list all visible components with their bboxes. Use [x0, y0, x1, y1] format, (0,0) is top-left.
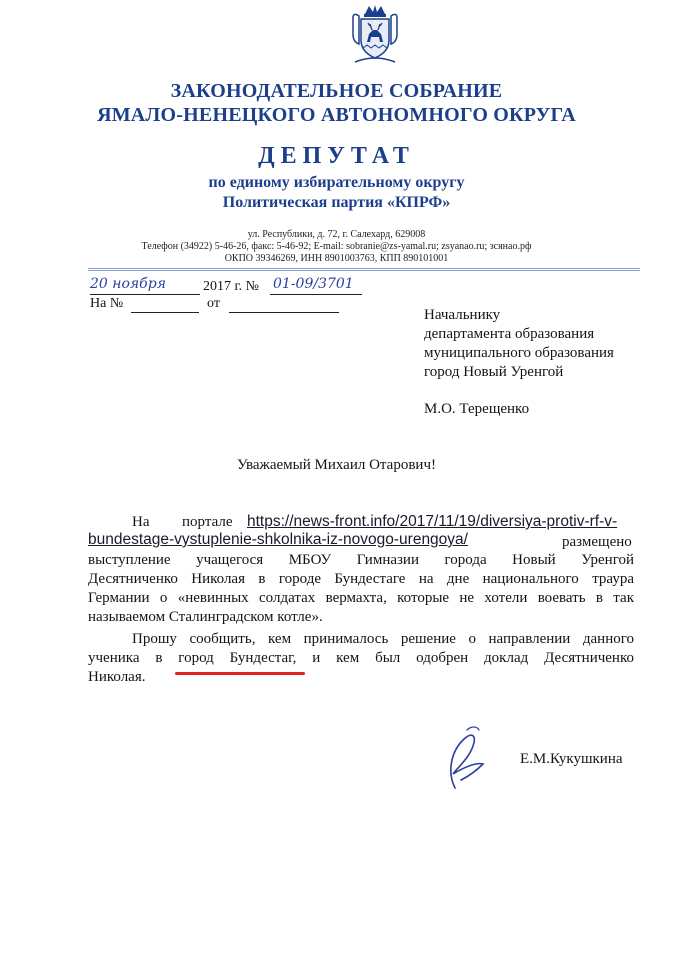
header-divider-top [88, 268, 640, 269]
coat-of-arms-icon [347, 4, 403, 66]
request-line1: Прошу сообщить, кем принималось решение о направлении данного [132, 631, 634, 647]
recipient-line1: Начальнику [424, 307, 501, 323]
phones-line: Телефон (34922) 5-46-26, факс: 5-46-92; E-mail: sobranie@zs-yamal.ru; zsyanao.ru; зсянао.рф [141, 241, 532, 252]
recipient-line3: муниципального образования [424, 345, 614, 361]
handwritten-number: 01-09/3701 [273, 276, 354, 292]
handwritten-signature-icon [433, 722, 493, 794]
from-label: от [207, 296, 220, 311]
date-underline [90, 294, 200, 295]
recipient-line4: город Новый Уренгой [424, 364, 564, 380]
body-line3: выступление учащегося МБОУ Гимназии города Новый Уренгой [88, 552, 634, 568]
from-underline [229, 312, 339, 313]
body-line4: Десятниченко Николая в городе Бундестаге на дне национального траура [88, 571, 634, 587]
handwritten-date: 20 ноября [90, 276, 166, 292]
request-line2: ученика в город Бундестаг, и кем был одобрен доклад Десятниченко [88, 650, 634, 666]
district-subtitle: по единому избирательному округу [208, 174, 465, 191]
red-highlight-underline [175, 672, 305, 675]
year-number-label: 2017 г. № [203, 279, 260, 294]
reply-to-label: На № [90, 296, 124, 311]
reply-to-underline [131, 312, 199, 313]
organization-name-line1: ЗАКОНОДАТЕЛЬНОЕ СОБРАНИЕ [170, 80, 503, 102]
header-divider-bottom [88, 270, 640, 271]
recipient-line2: департамента образования [424, 326, 595, 342]
body-word-placed: размещено [562, 534, 632, 550]
number-underline [270, 294, 362, 295]
party-subtitle: Политическая партия «КПРФ» [222, 194, 451, 211]
deputy-title: ДЕПУТАТ [258, 143, 415, 169]
body-word-on: На [132, 514, 150, 530]
request-line3: Николая. [88, 669, 146, 685]
body-word-portal: портале [182, 514, 233, 530]
organization-name-line2: ЯМАЛО-НЕНЕЦКОГО АВТОНОМНОГО ОКРУГА [97, 104, 576, 126]
body-line5: Германии о «невинных солдатах вермахта, которые не хотели воевать в так [88, 590, 634, 606]
codes-line: ОКПО 39346269, ИНН 8901003763, КПП 890101001 [224, 253, 449, 264]
address-line: ул. Республики, д. 72, г. Салехард, 629008 [247, 229, 426, 240]
recipient-name: М.О. Терещенко [424, 401, 530, 417]
signer-name: Е.М.Кукушкина [520, 751, 623, 767]
news-link-part1[interactable]: https://news-front.info/2017/11/19/diversiya-protiv-rf-v- [247, 513, 618, 530]
body-line6: называемом Сталинградском котле». [88, 609, 323, 625]
salutation: Уважаемый Михаил Отарович! [237, 457, 436, 473]
news-link-part2[interactable]: bundestage-vystuplenie-shkolnika-iz-novogo-urengoya/ [88, 531, 468, 548]
